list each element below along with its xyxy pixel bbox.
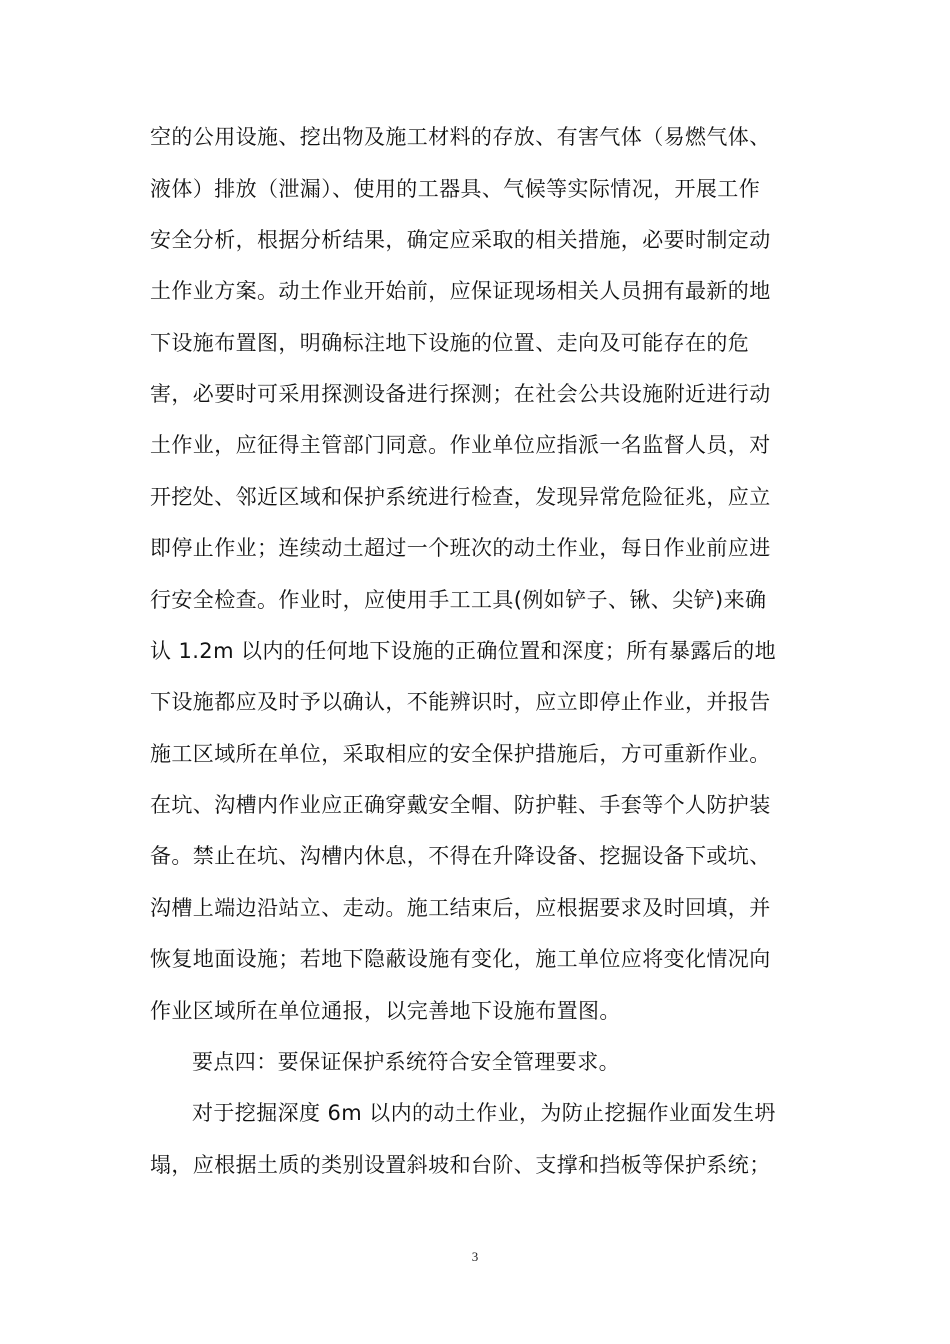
page-number: 3	[471, 1249, 479, 1264]
body-text-line: 对于挖掘深度 6m 以内的动土作业，为防止挖掘作业面发生坍	[192, 1101, 776, 1125]
body-text-line: 沟槽上端边沿站立、走动。施工结束后，应根据要求及时回填，并	[150, 896, 771, 920]
body-text-line: 认 1.2m 以内的任何地下设施的正确位置和深度；所有暴露后的地	[150, 639, 777, 663]
body-text-line: 即停止作业；连续动土超过一个班次的动土作业，每日作业前应进	[150, 536, 771, 560]
body-text-line: 在坑、沟槽内作业应正确穿戴安全帽、防护鞋、手套等个人防护装	[150, 793, 771, 817]
body-text-line: 作业区域所在单位通报，以完善地下设施布置图。	[150, 999, 621, 1023]
section-heading: 要点四：要保证保护系统符合安全管理要求。	[192, 1050, 620, 1074]
body-text-line: 空的公用设施、挖出物及施工材料的存放、有害气体（易燃气体、	[150, 125, 771, 149]
body-text-line: 施工区域所在单位，采取相应的安全保护措施后，方可重新作业。	[150, 742, 771, 766]
body-text-line: 行安全检查。作业时，应使用手工工具(例如铲子、锹、尖铲)来确	[150, 588, 767, 612]
body-text-line: 土作业方案。动土作业开始前，应保证现场相关人员拥有最新的地	[150, 279, 771, 303]
body-text-line: 液体）排放（泄漏）、使用的工器具、气候等实际情况，开展工作	[150, 177, 761, 201]
body-text-line: 土作业，应征得主管部门同意。作业单位应指派一名监督人员，对	[150, 433, 771, 457]
body-text-line: 恢复地面设施；若地下隐蔽设施有变化，施工单位应将变化情况向	[150, 947, 771, 971]
body-text-line: 开挖处、邻近区域和保护系统进行检查，发现异常危险征兆，应立	[150, 485, 771, 509]
body-text-line: 下设施都应及时予以确认，不能辨识时，应立即停止作业，并报告	[150, 690, 771, 714]
body-text-line: 下设施布置图，明确标注地下设施的位置、走向及可能存在的危	[150, 331, 750, 355]
body-text-line: 塌，应根据土质的类别设置斜坡和台阶、支撑和挡板等保护系统；	[150, 1153, 771, 1177]
body-text-line: 安全分析，根据分析结果，确定应采取的相关措施，必要时制定动	[150, 228, 771, 252]
body-text-line: 备。禁止在坑、沟槽内休息，不得在升降设备、挖掘设备下或坑、	[150, 844, 771, 868]
body-text-line: 害，必要时可采用探测设备进行探测；在社会公共设施附近进行动	[150, 382, 771, 406]
